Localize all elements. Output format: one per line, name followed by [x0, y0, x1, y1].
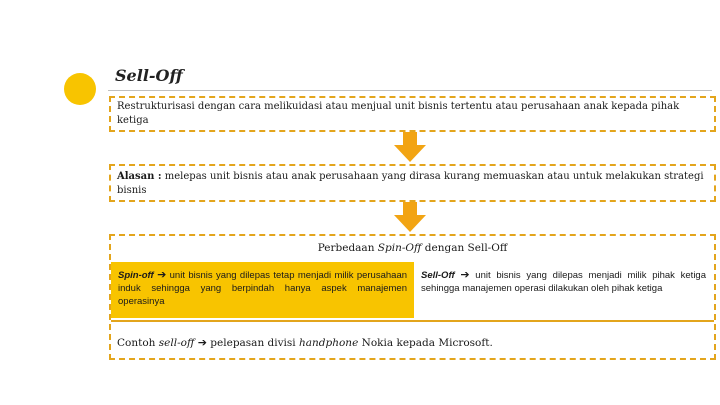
reason-box	[109, 164, 716, 202]
right-arrow-icon: ➔	[460, 268, 470, 281]
comparison-box	[109, 234, 716, 360]
bullet-circle-icon	[64, 73, 96, 105]
spin-off-cell	[111, 262, 414, 318]
spin-off-term: Spin-off	[118, 270, 154, 281]
right-arrow-icon: ➔	[157, 268, 167, 281]
page-title: Sell-Off	[115, 66, 183, 85]
spin-off-text: unit bisnis yang dilepas tetap menjadi milik perusahaan induk sehingga yang berpindah hanya aspek manajemen operasinya	[118, 270, 408, 307]
down-arrow-icon	[394, 202, 426, 232]
reason-label: Alasan :	[117, 171, 162, 182]
down-arrow-icon	[394, 132, 426, 162]
sell-off-cell	[414, 262, 713, 318]
definition-text: Restrukturisasi dengan cara melikuidasi atau menjual unit bisnis tertentu atau perusahaan anak kepada pihak ketiga	[117, 101, 680, 126]
definition-box	[109, 96, 716, 132]
comparison-title: Perbedaan Spin-Off dengan Sell-Off	[317, 242, 508, 254]
title-divider	[108, 90, 712, 91]
sell-off-term: Sell-Off	[421, 270, 455, 281]
comparison-divider	[111, 320, 714, 322]
sell-off-text: unit bisnis yang dilepas menjadi milik pihak ketiga sehingga manajemen operasi dilakukan oleh pihak ketiga	[421, 270, 706, 294]
reason-text: melepas unit bisnis atau anak perusahaan yang dirasa kurang memuaskan atau untuk melakukan strategi bisnis	[117, 171, 704, 196]
right-arrow-icon: ➔	[197, 336, 207, 349]
example-text: Contoh sell-off ➔ pelepasan divisi handphone Nokia kepada Microsoft.	[117, 336, 493, 349]
